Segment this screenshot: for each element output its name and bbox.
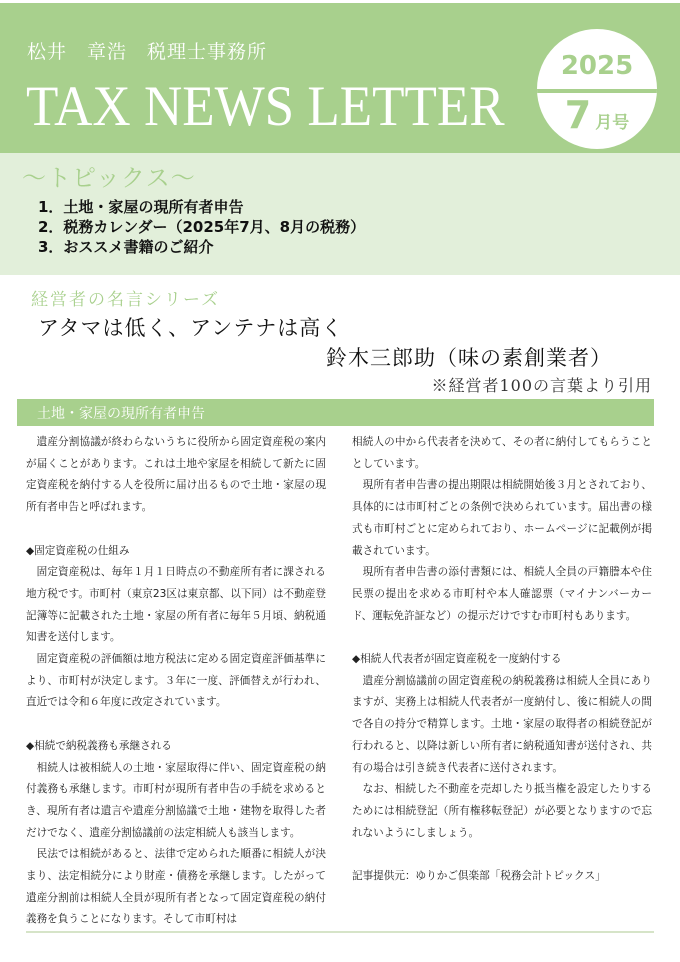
article-title: 土地・家屋の現所有者申告 — [37, 406, 205, 422]
article-paragraph: 遺産分割協議が終わらないうちに役所から固定資産税の案内が届くことがあります。これは土地や家屋を相続して新たに固定資産税を納付する人を役所に届け出るもので土地・家屋の現所有者申告と呼ばれます。 — [26, 436, 326, 514]
article-paragraph: 現所有者申告書の添付書類には、相続人全員の戸籍謄本や住民票の提出を求める市町村や本人確認票（マイナンバーカード、運転免許証など）の提示だけですむ市町村もあります。 — [352, 566, 652, 622]
article-left-column — [26, 432, 326, 931]
issue-month-unit: 月号 — [595, 113, 630, 133]
issue-month — [537, 93, 657, 137]
quote-series-label: 経営者の名言シリーズ — [31, 290, 221, 310]
topic-item: 3．おススメ書籍のご紹介 — [38, 238, 214, 256]
topics-heading: ～トピックス～ — [22, 164, 196, 192]
article-paragraph: なお、相続した不動産を売却したり抵当権を設定したりするためには相続登記（所有権移転登記）が必要となりますので忘れないようにしましょう。 — [352, 783, 652, 839]
office-name: 松井 章浩 税理士事務所 — [27, 41, 268, 63]
article-subhead: ◆相続で納税義務も承継される — [26, 739, 172, 752]
issue-month-number: 7 — [564, 93, 592, 137]
quote-author: 鈴木三郎助（味の素創業者） — [326, 346, 612, 370]
article-right-column — [352, 432, 652, 888]
topic-item: 2．税務カレンダー（2025年7月、8月の税務） — [38, 218, 366, 236]
quote-text: アタマは低く、アンテナは高く — [38, 316, 344, 340]
article-paragraph-continued: 相続人の中から代表者を決めて、その者に納付してもらうこととしています。 — [352, 436, 652, 470]
article-paragraph: 固定資産税は、毎年１月１日時点の不動産所有者に課される地方税です。市町村（東京23区は東京都、以下同）は不動産登記簿等に記載された土地・家屋の所有者に毎年５月頃、納税通知書を送付します。 — [26, 566, 326, 644]
footer-divider — [26, 931, 654, 933]
article-paragraph: 固定資産税の評価額は地方税法に定める固定資産評価基準により、市町村が決定します。３年に一度、評価替えが行われ、直近では令和６年度に改定されています。 — [26, 653, 326, 709]
article-paragraph: 遺産分割協議前の固定資産税の納税義務は相続人全員にありますが、実務上は相続人代表者が一度納付し、後に相続人の間で各自の持分で精算します。土地・家屋の取得者の相続登記が行われると、以降は新しい所有者に納税通知書が送付され、共有の場合は引き続き代表者に送付されます。 — [352, 674, 652, 774]
article-subhead: ◆固定資産税の仕組み — [26, 544, 130, 557]
article-section-bar — [17, 399, 654, 426]
article-credit: 記事提供元：ゆりかご倶楽部「税務会計トピックス」 — [352, 870, 606, 883]
topic-item: 1．土地・家屋の現所有者申告 — [38, 198, 244, 216]
article-paragraph: 相続人は被相続人の土地・家屋取得に伴い、固定資産税の納付義務も承継します。市町村が現所有者申告の手続を求めるとき、現所有者は遺言や遺産分割協議で土地・建物を取得した者だけでなく、遺産分割協議前の法定相続人も該当します。 — [26, 761, 326, 839]
quote-source: ※経営者100の言葉より引用 — [431, 376, 652, 395]
issue-badge — [537, 29, 657, 149]
article-paragraph: 民法では相続があると、法律で定められた順番に相続人が決まり、法定相続分により財産・債務を承継します。したがって遺産分割前は相続人全員が現所有者となって固定資産税の納付義務を負うことになります。そして市町村は — [26, 848, 326, 926]
topics-list — [38, 197, 365, 257]
article-subhead: ◆相続人代表者が固定資産税を一度納付する — [352, 653, 562, 666]
issue-year: 2025 — [560, 51, 634, 81]
newsletter-title: TAX NEWS LETTER — [26, 75, 505, 138]
article-paragraph: 現所有者申告書の提出期限は相続開始後３月とされており、具体的には市町村ごとの条例で決められています。届出書の様式も市町村ごとに定められており、ホームページに記載例が掲載されています。 — [352, 479, 652, 557]
